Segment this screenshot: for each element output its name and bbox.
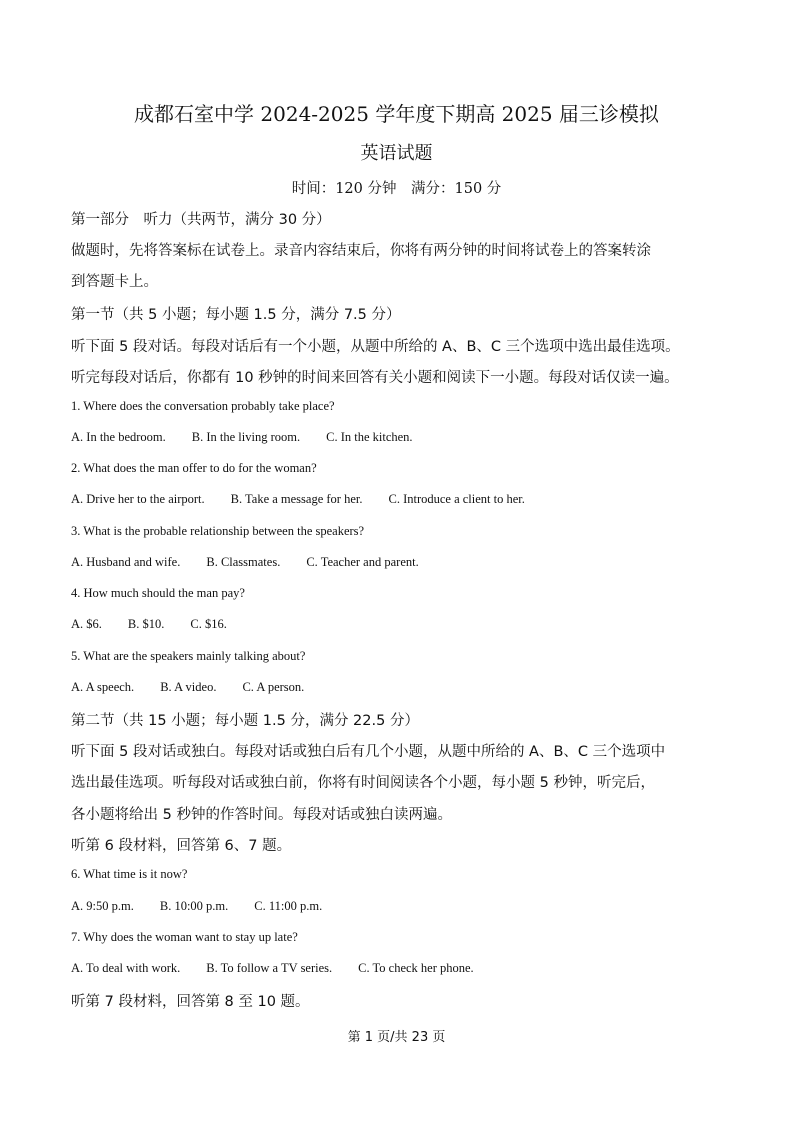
question-2: 2. What does the man offer to do for the woman? — [71, 461, 317, 475]
question-3-options — [71, 555, 751, 570]
section2-instructions-line1: 听下面 5 段对话或独白。每段对话或独白后有几个小题，从题中所给的 A、B、C 三个选项中 — [71, 744, 666, 760]
question-2-options — [71, 492, 751, 507]
question-5-options — [71, 680, 751, 695]
option-c: C. Introduce a client to her. — [388, 492, 525, 506]
option-b: B. Classmates. — [206, 555, 281, 569]
option-c: C. $16. — [190, 617, 227, 631]
question-4: 4. How much should the man pay? — [71, 586, 245, 600]
material-7-heading: 听第 7 段材料，回答第 8 至 10 题。 — [71, 994, 310, 1010]
option-c: C. A person. — [242, 680, 305, 694]
option-b: B. In the living room. — [191, 430, 301, 444]
option-a: A. $6. — [71, 617, 102, 631]
part1-instructions-line2: 到答题卡上。 — [71, 274, 158, 290]
option-c: C. Teacher and parent. — [306, 555, 419, 569]
page-number: 第 1 页/共 23 页 — [347, 1030, 446, 1045]
question-1-options — [71, 430, 751, 445]
question-3: 3. What is the probable relationship between the speakers? — [71, 524, 365, 538]
exam-time-score: 时间：120 分钟 满分：150 分 — [291, 181, 502, 197]
option-a: A. 9:50 p.m. — [71, 899, 134, 913]
section2-instructions-line3: 各小题将给出 5 秒钟的作答时间。每段对话或独白读两遍。 — [71, 807, 452, 823]
option-b: B. To follow a TV series. — [206, 961, 333, 975]
option-a: A. In the bedroom. — [71, 430, 166, 444]
question-7: 7. Why does the woman want to stay up late? — [71, 930, 298, 944]
section2-heading: 第二节（共 15 小题；每小题 1.5 分，满分 22.5 分） — [71, 713, 419, 729]
section2-instructions-line2: 选出最佳选项。听每段对话或独白前，你将有时间阅读各个小题，每小题 5 秒钟，听完后， — [71, 775, 655, 791]
option-b: B. 10:00 p.m. — [159, 899, 229, 913]
option-b: B. A video. — [160, 680, 217, 694]
option-a: A. To deal with work. — [71, 961, 181, 975]
option-b: B. $10. — [127, 617, 165, 631]
option-c: C. 11:00 p.m. — [254, 899, 323, 913]
question-5: 5. What are the speakers mainly talking about? — [71, 649, 306, 663]
option-a: A. A speech. — [71, 680, 135, 694]
question-6-options — [71, 899, 751, 914]
option-c: C. To check her phone. — [358, 961, 474, 975]
option-a: A. Husband and wife. — [71, 555, 181, 569]
exam-subject: 英语试题 — [360, 143, 433, 164]
material-6-heading: 听第 6 段材料，回答第 6、7 题。 — [71, 838, 292, 854]
question-6: 6. What time is it now? — [71, 867, 188, 881]
question-7-options — [71, 961, 751, 976]
section1-heading: 第一节（共 5 小题；每小题 1.5 分，满分 7.5 分） — [71, 307, 401, 323]
question-4-options — [71, 617, 751, 632]
section1-instructions-line2: 听完每段对话后，你都有 10 秒钟的时间来回答有关小题和阅读下一小题。每段对话仅读一遍。 — [71, 370, 679, 386]
question-1: 1. Where does the conversation probably take place? — [71, 399, 335, 413]
option-c: C. In the kitchen. — [326, 430, 413, 444]
option-a: A. Drive her to the airport. — [71, 492, 205, 506]
part1-instructions-line1: 做题时，先将答案标在试卷上。录音内容结束后，你将有两分钟的时间将试卷上的答案转涂 — [71, 243, 651, 259]
exam-title: 成都石室中学 2024-2025 学年度下期高 2025 届三诊模拟 — [134, 102, 659, 126]
option-b: B. Take a message for her. — [230, 492, 363, 506]
part1-heading: 第一部分 听力（共两节，满分 30 分） — [71, 212, 331, 228]
section1-instructions-line1: 听下面 5 段对话。每段对话后有一个小题，从题中所给的 A、B、C 三个选项中选出最佳选项。 — [71, 339, 680, 355]
